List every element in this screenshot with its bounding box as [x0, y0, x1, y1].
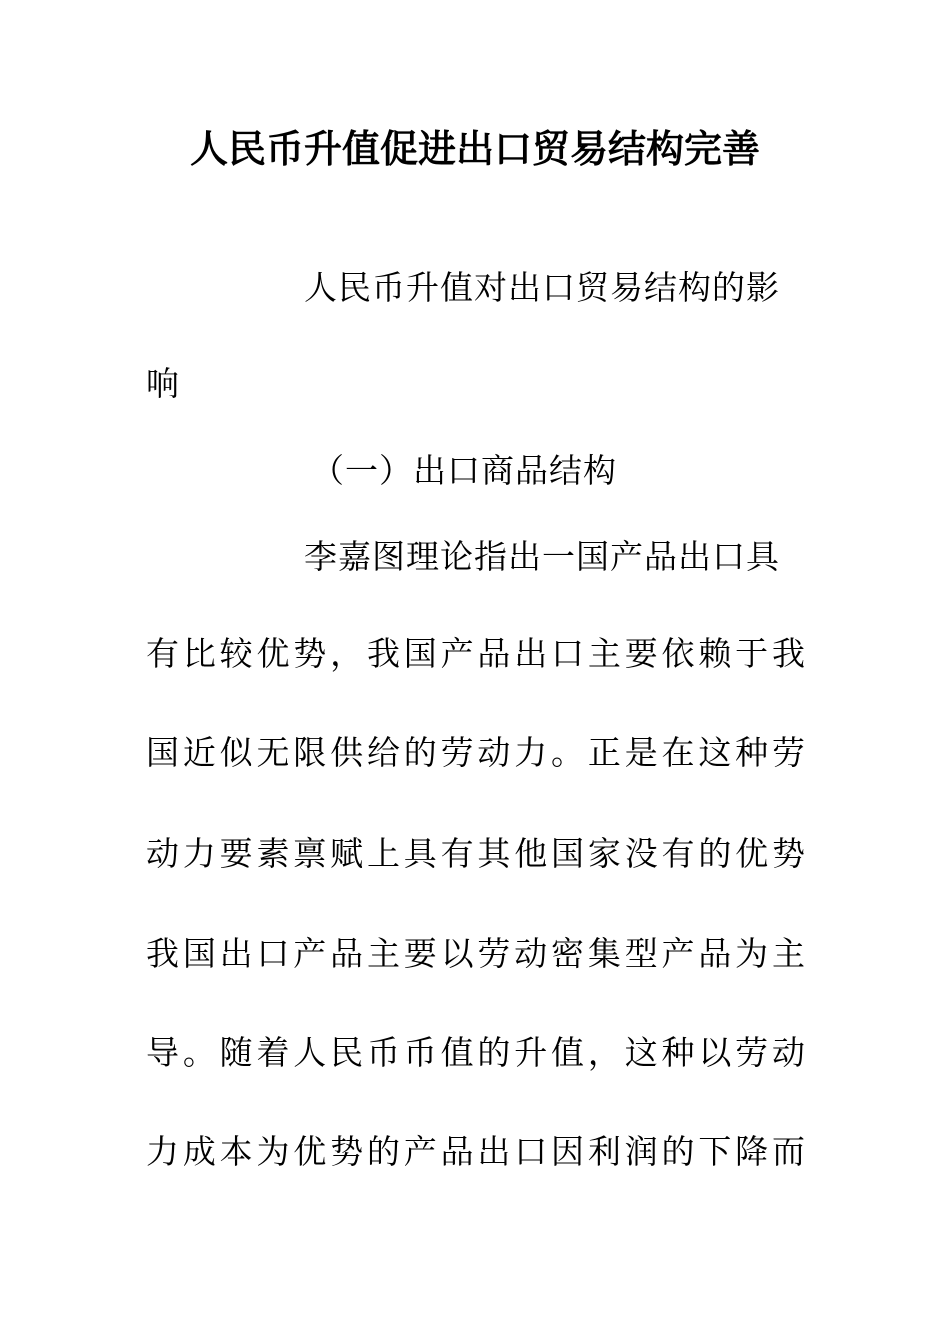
- paragraph-line-3: 国近似无限供给的劳动力。正是在这种劳: [146, 733, 806, 772]
- paragraph-line-4: 动力要素禀赋上具有其他国家没有的优势: [146, 834, 806, 873]
- paragraph-line-6: 导。随着人民币币值的升值，这种以劳动: [146, 1033, 806, 1072]
- paragraph-line-7: 力成本为优势的产品出口因利润的下降而: [146, 1132, 806, 1171]
- paragraph-line-5: 我国出口产品主要以劳动密集型产品为主: [146, 934, 806, 973]
- document-title: 人民币升值促进出口贸易结构完善: [189, 127, 760, 171]
- section-heading-line-2: 响: [146, 364, 180, 403]
- section-heading-line-1: 人民币升值对出口贸易结构的影: [304, 268, 780, 307]
- paragraph-line-1: 李嘉图理论指出一国产品出口具: [304, 537, 780, 576]
- paragraph-line-2: 有比较优势，我国产品出口主要依赖于我: [146, 634, 806, 673]
- subsection-heading: （一）出口商品结构: [311, 451, 617, 490]
